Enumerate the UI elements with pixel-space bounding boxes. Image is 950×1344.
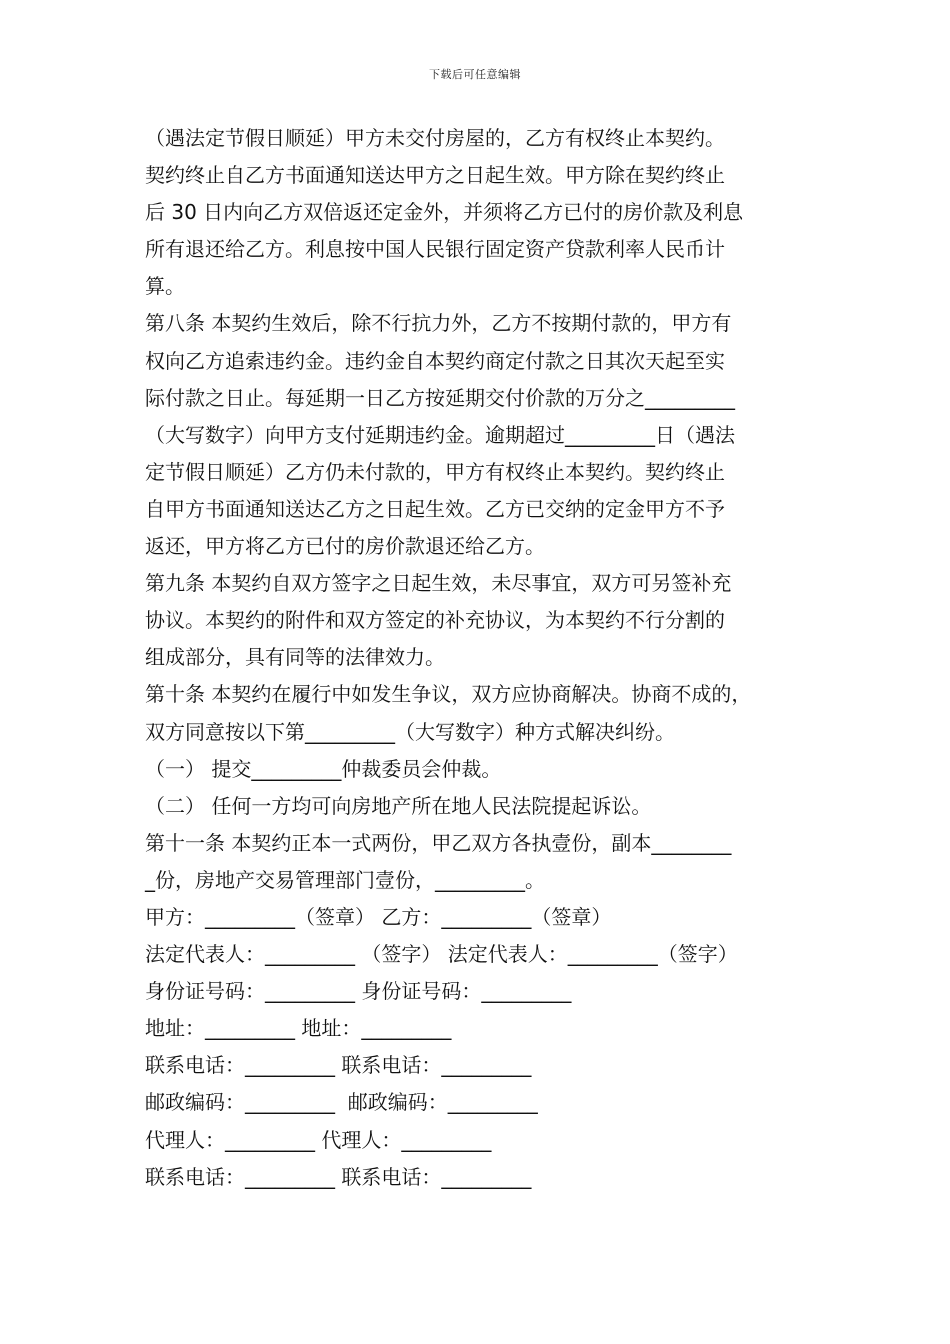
text-line: 第九条 本契约自双方签字之日起生效，未尽事宜，双方可另签补充	[145, 571, 732, 596]
text-line: 第十条 本契约在履行中如发生争议，双方应协商解决。协商不成的，	[145, 682, 752, 707]
text-line: 契约终止自乙方书面通知送达甲方之日起生效。甲方除在契约终止	[145, 163, 725, 188]
text-line: （二） 任何一方均可向房地产所在地人民法院提起诉讼。	[145, 793, 652, 818]
text-line: 际付款之日止。每延期一日乙方按延期交付价款的万分之_________	[145, 385, 735, 410]
text-line: 地址：_________ 地址：_________	[145, 1016, 452, 1041]
contract-body	[145, 120, 817, 1196]
text-line: 返还，甲方将乙方已付的房价款退还给乙方。	[145, 534, 545, 559]
text-line: 所有退还给乙方。利息按中国人民银行固定资产贷款利率人民币计	[145, 237, 725, 262]
text-line: （一） 提交_________仲裁委员会仲裁。	[145, 756, 502, 781]
text-line: 定节假日顺延）乙方仍未付款的，甲方有权终止本契约。契约终止	[145, 459, 725, 484]
text-line: 后 30 日内向乙方双倍返还定金外，并须将乙方已付的房价款及利息	[145, 200, 744, 225]
text-line: （遇法定节假日顺延）甲方未交付房屋的，乙方有权终止本契约。	[145, 126, 725, 150]
text-line: 代理人：_________ 代理人：_________	[145, 1127, 492, 1152]
text-line: 法定代表人：_________ （签字） 法定代表人：_________（签字）	[145, 942, 738, 967]
text-line: 第十一条 本契约正本一式两份，甲乙双方各执壹份，副本________	[145, 830, 732, 855]
text-line: 组成部分，具有同等的法律效力。	[145, 645, 445, 670]
text-line: 双方同意按以下第_________（大写数字）种方式解决纠纷。	[145, 719, 675, 744]
page-header: 下载后可任意编辑	[429, 68, 521, 81]
text-line: 权向乙方追索违约金。违约金自本契约商定付款之日其次天起至实	[145, 348, 725, 373]
text-line: 算。	[145, 274, 185, 299]
text-line: 协议。本契约的附件和双方签定的补充协议，为本契约不行分割的	[145, 608, 725, 633]
text-line: 自甲方书面通知送达乙方之日起生效。乙方已交纳的定金甲方不予	[145, 496, 725, 521]
text-line: _份，房地产交易管理部门壹份，_________。	[145, 867, 545, 892]
text-line: 联系电话：_________ 联系电话：_________	[145, 1053, 532, 1078]
text-line: 联系电话：_________ 联系电话：_________	[145, 1164, 532, 1189]
text-line: 身份证号码：_________ 身份证号码：_________	[145, 979, 572, 1004]
text-line: 邮政编码：_________ 邮政编码：_________	[145, 1090, 538, 1115]
text-line: （大写数字）向甲方支付延期违约金。逾期超过_________日（遇法	[145, 422, 735, 447]
text-line: 甲方：_________（签章） 乙方：_________（签章）	[145, 904, 612, 929]
text-line: 第八条 本契约生效后，除不行抗力外，乙方不按期付款的，甲方有	[145, 311, 732, 336]
